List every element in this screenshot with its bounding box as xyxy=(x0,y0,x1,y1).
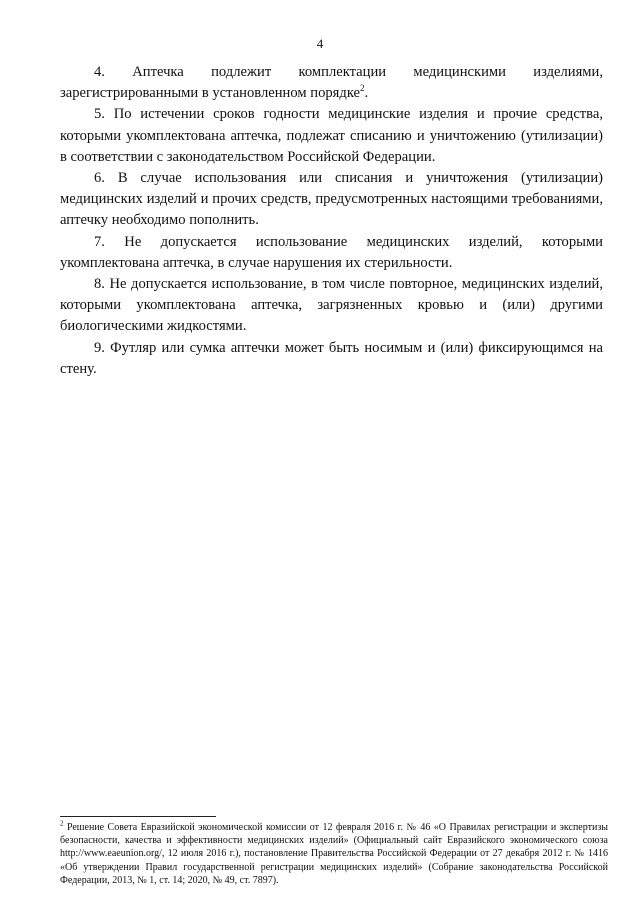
paragraph-7: 7. Не допускается использование медицинских изделий, которыми укомплектована аптечка, в случае нарушения их стерильности. xyxy=(60,233,603,271)
paragraph-6: 6. В случае использования или списания и уничтожения (утилизации) медицинских изделий и прочих средств, предусмотренных настоящими требованиями, аптечку необходимо пополнить. xyxy=(60,170,603,229)
paragraph-4 xyxy=(60,62,603,104)
paragraph-9: 9. Футляр или сумка аптечки может быть носимым и (или) фиксирующимся на стену. xyxy=(60,339,603,377)
footnote-text: Решение Совета Евразийской экономической комиссии от 12 февраля 2016 г. № 46 «О Правилах регистрации и экспертизы безопасности, качества и эффективности медицинских изделий» (Официальный сайт Евразийского экономического союза http://www.eaeunion.org/, 12 июля 2016 г.), постановление Правительства Российской Федерации от 27 декабря 2012 г. № 1416 «Об утверждении Правил государственной регистрации медицинских изделий» (Собрание законодательства Российской Федерации, 2013, № 1, ст. 14; 2020, № 49, ст. 7897). xyxy=(60,822,608,886)
document-body xyxy=(60,62,603,380)
footnote-separator xyxy=(60,816,216,817)
paragraph-4-text: 4. Аптечка подлежит комплектации медицинскими изделиями, зарегистрированными в установленном порядке xyxy=(60,64,603,102)
footnote-reference: 2 xyxy=(360,83,365,94)
paragraph-4-tail: . xyxy=(364,85,369,102)
footnote-marker: 2 xyxy=(60,819,64,828)
page-number: 4 xyxy=(316,36,324,51)
paragraph-8: 8. Не допускается использование, в том числе повторное, медицинских изделий, которыми укомплектована аптечка, загрязненных кровью и (или) другими биологическими жидкостями. xyxy=(60,276,603,335)
footnote xyxy=(60,821,608,887)
paragraph-5: 5. По истечении сроков годности медицинские изделия и прочие средства, которыми укомплектована аптечка, подлежат списанию и уничтожению (утилизации) в соответствии с законодательством Российской Федерации. xyxy=(60,106,603,165)
